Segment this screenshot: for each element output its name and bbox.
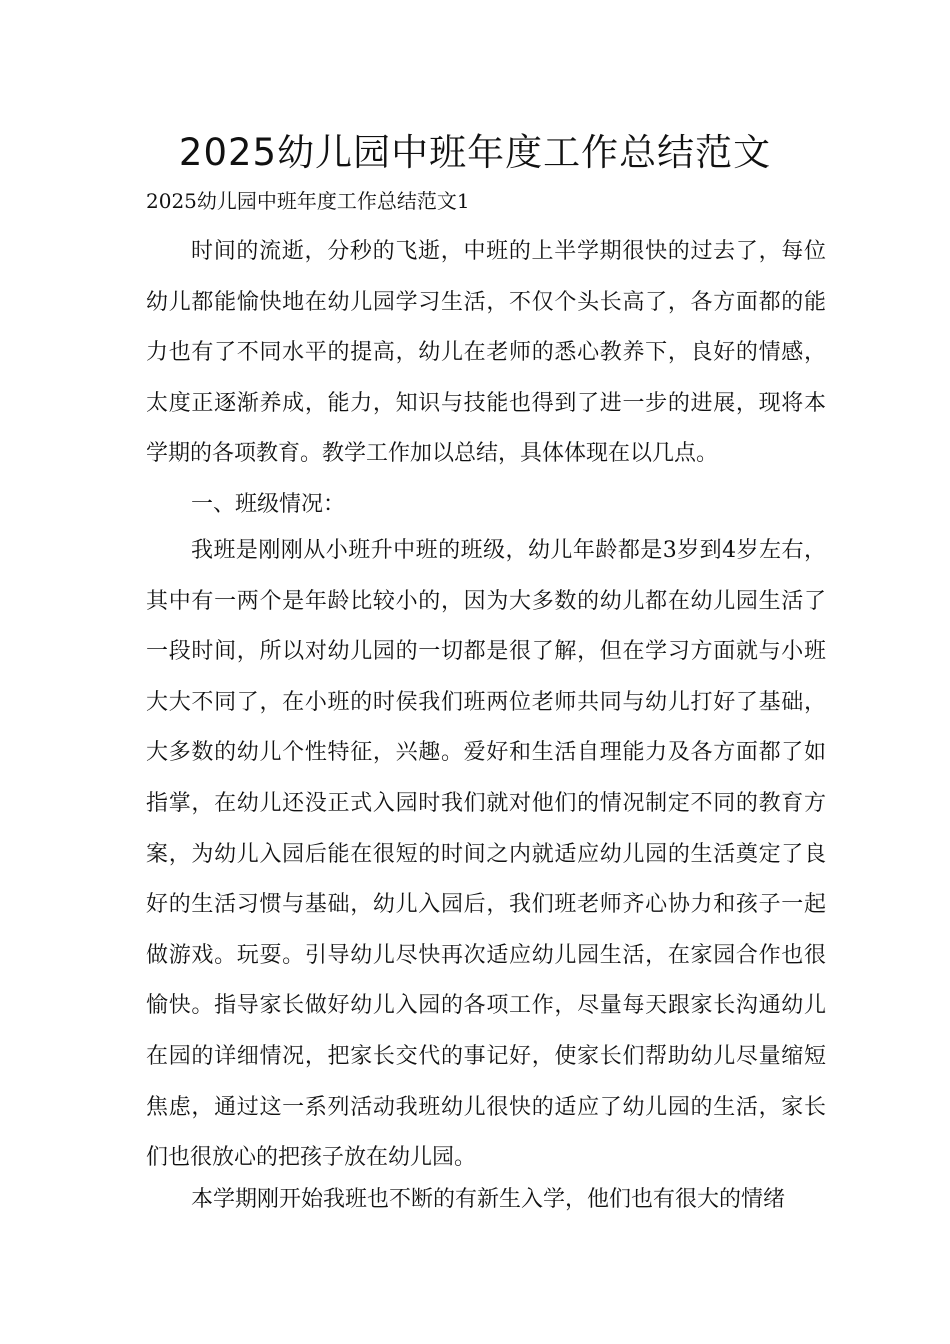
section-heading-class-situation: 一、班级情况： (191, 492, 346, 517)
document-subtitle: 2025幼儿园中班年度工作总结范文1 (146, 189, 470, 213)
paragraph-class-situation: 我班是刚刚从小班升中班的班级，幼儿年龄都是3岁到4岁左右，其中有一两个是年龄比较小的，因为大多数的幼儿都在幼儿园生活了一段时间，所以对幼儿园的一切都是很了解，但在学习方面就与小班大大不同了，在小班的时侯我们班两位老师共同与幼儿打好了基础，大多数的幼儿个性特征，兴趣。爱好和生活自理能力及各方面都了如指掌，在幼儿还没正式入园时我们就对他们的情况制定不同的教育方案，为幼儿入园后能在很短的时间之内就适应幼儿园的生活奠定了良好的生活习惯与基础，幼儿入园后，我们班老师齐心协力和孩子一起做游戏。玩耍。引导幼儿尽快再次适应幼儿园生活，在家园合作也很愉快。指导家长做好幼儿入园的各项工作，尽量每天跟家长沟通幼儿在园的详细情况，把家长交代的事记好，使家长们帮助幼儿尽量缩短焦虑，通过这一系列活动我班幼儿很快的适应了幼儿园的生活，家长们也很放心的把孩子放在幼儿园。 (146, 538, 826, 1171)
paragraph-new-students: 本学期刚开始我班也不断的有新生入学，他们也有很大的情绪 (191, 1187, 786, 1212)
document-title: 2025幼儿园中班年度工作总结范文 (178, 131, 772, 174)
paragraph-intro: 时间的流逝，分秒的飞逝，中班的上半学期很快的过去了，每位幼儿都能愉快地在幼儿园学习生活，不仅个头长高了，各方面都的能力也有了不同水平的提高，幼儿在老师的悉心教养下，良好的情感，太度正逐渐养成，能力，知识与技能也得到了进一步的进展，现将本学期的各项教育。教学工作加以总结，具体体现在以几点。 (146, 239, 826, 467)
